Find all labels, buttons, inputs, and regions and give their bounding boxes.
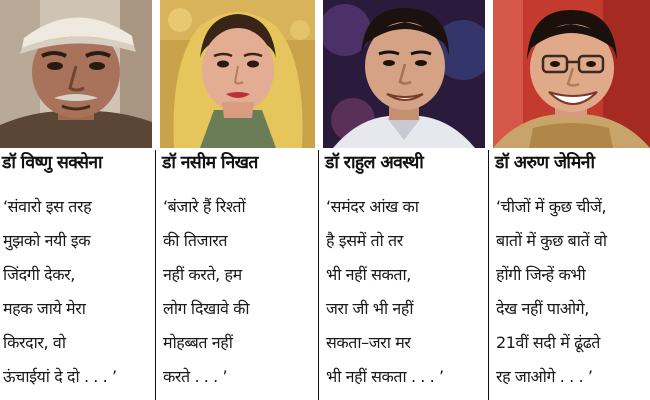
- portrait-young-man-stage-icon: [323, 0, 485, 148]
- quote-line: करते . . . ’: [163, 367, 228, 386]
- poet-column-4: [493, 0, 650, 400]
- poet-name-4: डॉ अरुण जेमिनी: [495, 153, 595, 173]
- quote-line: ऊंचाईयां दे दो . . . ’: [3, 367, 117, 386]
- portrait-older-man-cap-icon: [0, 0, 152, 148]
- poet-name-3: डॉ राहुल अवस्थी: [325, 153, 424, 173]
- quote-line: मुझको नयी इक: [3, 231, 91, 250]
- poet-photo-1: [0, 0, 152, 148]
- portrait-woman-dupatta-icon: [160, 0, 315, 148]
- quote-line: ‘चीजों में कुछ चीजें,: [496, 197, 607, 216]
- quote-line: ‘संवारो इस तरह: [3, 197, 92, 216]
- quote-line: 21वीं सदी में ढूंढते: [496, 333, 601, 352]
- quote-line: की तिजारत: [163, 231, 228, 250]
- quote-line: ‘बंजारे हैं रिश्तों: [163, 197, 246, 216]
- poet-photo-4: [493, 0, 650, 148]
- poet-column-3: [323, 0, 485, 400]
- quote-line: नहीं करते, हम: [163, 265, 242, 284]
- quote-line: होंगी जिन्हें कभी: [496, 265, 586, 284]
- quote-line: जिंदगी देकर,: [3, 265, 75, 284]
- poet-quote-2: [163, 190, 314, 394]
- poet-photo-2: [160, 0, 315, 148]
- quote-line: भी नहीं सकता . . . ’: [326, 367, 444, 386]
- poet-name-2: डॉ नसीम निखत: [162, 153, 258, 173]
- poet-name-1: डॉ विष्णु सक्सेना: [2, 153, 102, 173]
- poet-column-1: [0, 0, 152, 400]
- column-divider: [155, 150, 156, 400]
- quote-line: रह जाओगे . . . ’: [496, 367, 593, 386]
- quote-line: लोग दिखावे की: [163, 299, 250, 318]
- quote-line: भी नहीं सकता,: [326, 265, 411, 284]
- quote-line: बातों में कुछ बातें वो: [496, 231, 607, 250]
- portrait-smiling-man-glasses-icon: [493, 0, 650, 148]
- quote-line: जरा जी भी नहीं: [326, 299, 414, 318]
- quote-line: है इसमें तो तर: [326, 231, 403, 250]
- quote-line: ‘समंदर आंख का: [326, 197, 419, 216]
- quote-line: महक जाये मेरा: [3, 299, 86, 318]
- quote-line: किरदार, वो: [3, 333, 66, 352]
- quote-line: देख नहीं पाओगे,: [496, 299, 589, 318]
- quote-line: मोहब्बत नहीं: [163, 333, 233, 352]
- poet-quote-4: [496, 190, 649, 394]
- quote-line: सकता–जरा मर: [326, 333, 411, 352]
- column-divider: [488, 150, 489, 400]
- poet-quote-3: [326, 190, 484, 394]
- poet-photo-3: [323, 0, 485, 148]
- column-divider: [318, 150, 319, 400]
- poet-column-2: [160, 0, 315, 400]
- poet-quote-1: [3, 190, 151, 394]
